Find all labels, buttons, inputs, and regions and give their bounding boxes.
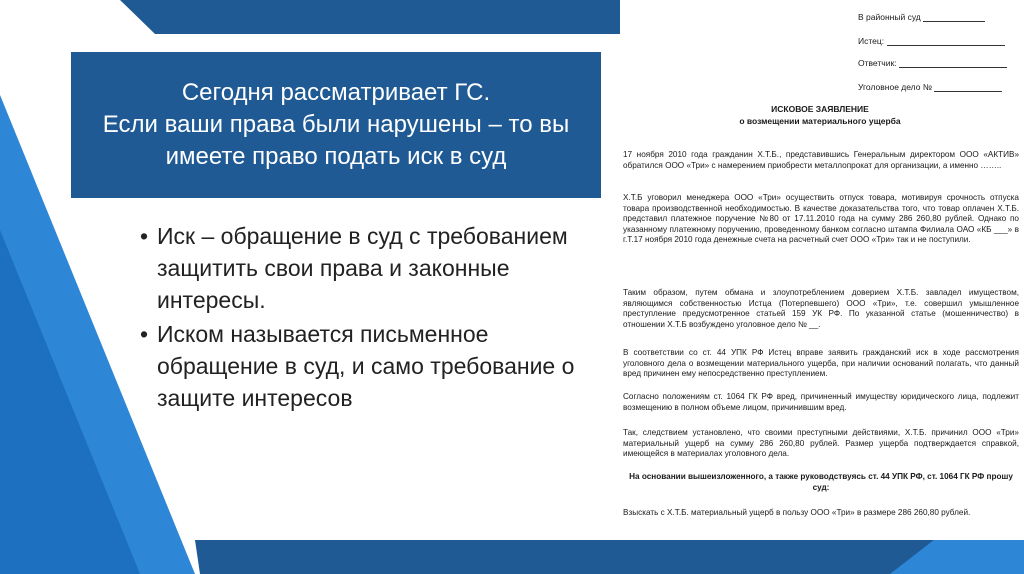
doc-paragraph: В соответствии со ст. 44 УПК РФ Истец вправе заявить гражданский иск в ходе рассмотрения уголовного дела о возмещении материального ущерба, при наличии оснований полагать, что данный вред причинен ему непосредственно преступлением.	[623, 348, 1019, 379]
top-accent-band	[120, 0, 620, 34]
claim-document-image	[620, 0, 1024, 540]
slide-title: Сегодня рассматривает ГС. Если ваши права были нарушены – то вы имеете право подать иск в суд	[102, 79, 570, 170]
doc-header-case: Уголовное дело №	[858, 82, 1002, 92]
bullet-item	[140, 318, 610, 414]
doc-request: На основании вышеизложенного, а также руководствуясь ст. 44 УПК РФ, ст. 1064 ГК РФ прошу суд:	[629, 472, 1013, 492]
bullet-marker: •	[140, 223, 149, 249]
doc-paragraph: Таким образом, путем обмана и злоупотреблением доверием Х.Т.Б. завладел имуществом, являющимся собственностью Истца (Потерпевшего) ООО «Три», т.е. совершил умышленное преступление предусмотренное статьей 159 УК РФ. По указанной статье (мошенничество) в отношении Х.Т.Б возбуждено уголовное дело № __.	[623, 288, 1019, 329]
doc-header-defendant: Ответчик:	[858, 58, 1007, 68]
slide-title-box	[71, 52, 601, 198]
doc-paragraph: Х.Т.Б уговорил менеджера ООО «Три» осуществить отпуск товара, мотивируя срочность отпуска товара производственной необходимостью. В качестве доказательства того, что товар оплачен Х.Т.Б. представил платежное поручение №80 от 17.11.2010 года на сумму 286 260,80 рублей. Однако по указанному платежному поручению, проведенному банком согласно штампа Филиала ОАО «КБ ___» в г.Т.17 ноября 2010 года денежные счета на расчетный счет ООО «Три» так и не поступили.	[623, 193, 1019, 245]
bullet-text: Иском называется письменное обращение в суд, и само требование о защите интересов	[157, 321, 575, 411]
bullet-text: Иск – обращение в суд с требованием защитить свои права и законные интересы.	[157, 223, 568, 313]
bullet-marker: •	[140, 321, 149, 347]
doc-paragraph: 17 ноября 2010 года гражданин Х.Т.Б., представившись Генеральным директором ООО «АКТИВ» обратился ООО «Три» с намерением приобрести металлопрокат для организации, а именно ……..	[623, 150, 1019, 170]
doc-subtitle: о возмещении материального ущерба	[739, 116, 901, 126]
doc-header-plaintiff: Истец:	[858, 36, 1005, 46]
doc-paragraph: Так, следствием установлено, что своими преступными действиями, Х.Т.Б. причинил ООО «Три» материальный ущерб на сумму 286 260,80 рублей. Размер ущерба подтверждается справкой, имеющейся в материалах уголовного дела.	[623, 428, 1019, 459]
doc-header-court: В районный суд	[858, 12, 985, 22]
doc-paragraph: Согласно положениям ст. 1064 ГК РФ вред, причиненный имуществу юридического лица, подлежит возмещению в полном объеме лицом, причинившим вред.	[623, 392, 1019, 412]
bullet-item	[140, 220, 610, 316]
bullet-list	[140, 220, 610, 416]
doc-paragraph: Взыскать с Х.Т.Б. материальный ущерб в пользу ООО «Три» в размере 286 260,80 рублей.	[623, 508, 971, 517]
doc-title: ИСКОВОЕ ЗАЯВЛЕНИЕ	[771, 104, 869, 114]
